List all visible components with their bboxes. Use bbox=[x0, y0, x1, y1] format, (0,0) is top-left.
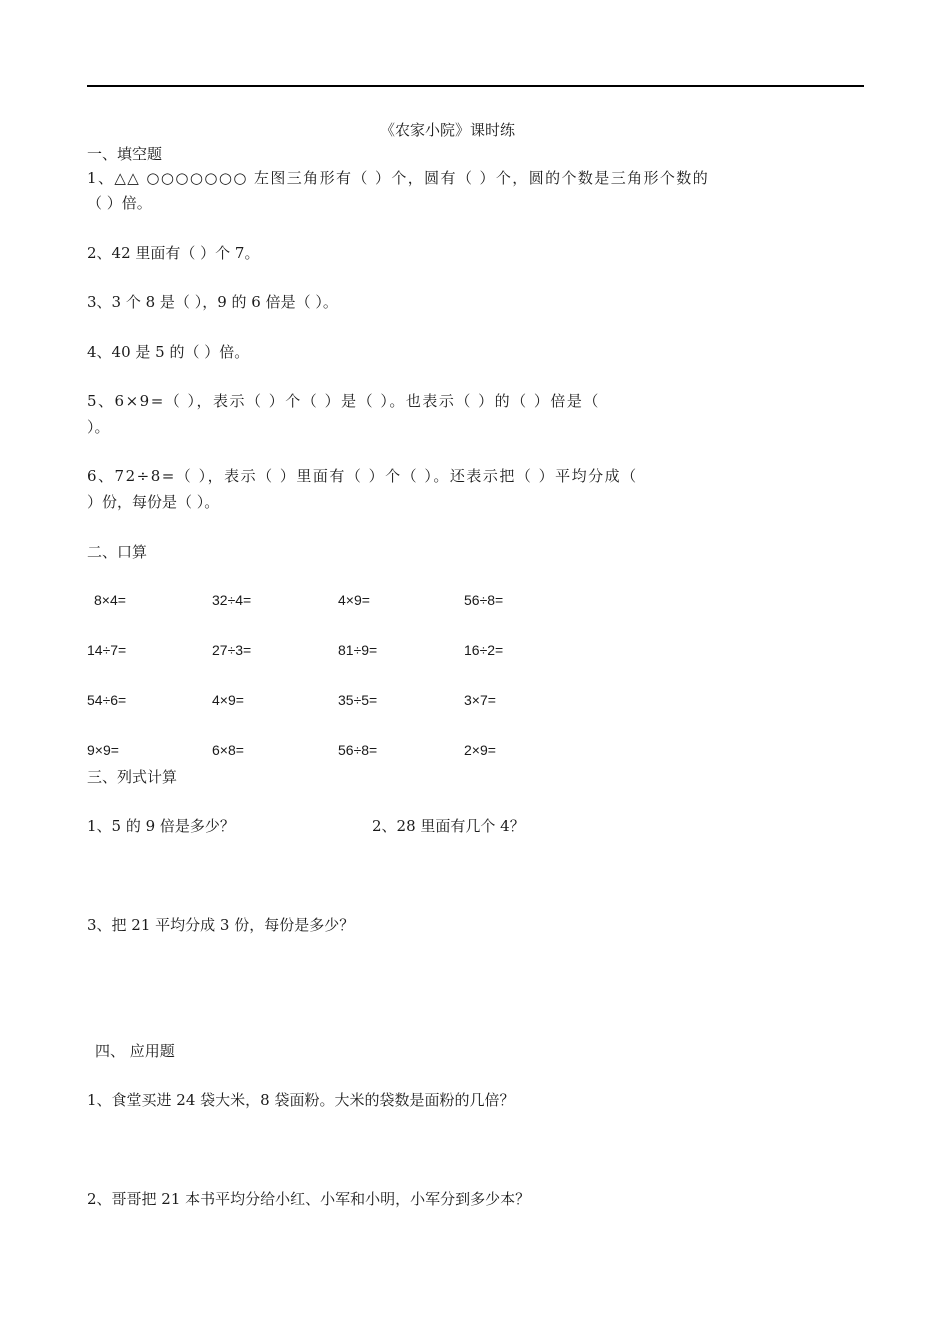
calc-question-1: 1、5 的 9 倍是多少？ bbox=[87, 817, 235, 835]
mental-math-cell: 56÷8= bbox=[464, 592, 504, 608]
question-3: 3、3 个 8 是（ ），9 的 6 倍是（ ）。 bbox=[87, 293, 338, 311]
question-6-line-1: 6、72÷8=（ ），表示（ ）里面有（ ）个（ ）。还表示把（ ）平均分成（ bbox=[87, 467, 638, 485]
mental-math-cell: 6×8= bbox=[212, 742, 244, 758]
mental-math-cell: 4×9= bbox=[212, 692, 244, 708]
word-problem-1: 1、食堂买进 24 袋大米，8 袋面粉。大米的袋数是面粉的几倍？ bbox=[87, 1091, 515, 1109]
section4-heading: 四、 应用题 bbox=[95, 1042, 175, 1060]
section1-heading: 一、填空题 bbox=[87, 145, 163, 163]
question-1-line-2: （ ）倍。 bbox=[87, 194, 152, 212]
question-5-line-1: 5、6×9=（ ），表示（ ）个（ ）是（ ）。也表示（ ）的（ ）倍是（ bbox=[87, 392, 600, 410]
page-title: 《农家小院》课时练 bbox=[380, 121, 516, 139]
section2-heading: 二、口算 bbox=[87, 543, 148, 561]
question-2: 2、42 里面有（ ）个 7。 bbox=[87, 244, 260, 262]
question-1-line-1: 1、△△ ○○○○○○○ 左图三角形有（ ）个，圆有（ ）个，圆的个数是三角形个数的 bbox=[87, 169, 710, 187]
mental-math-cell: 16÷2= bbox=[464, 642, 504, 658]
mental-math-cell: 8×4= bbox=[94, 592, 126, 608]
mental-math-cell: 56÷8= bbox=[338, 742, 378, 758]
section3-heading: 三、列式计算 bbox=[87, 768, 178, 786]
mental-math-cell: 3×7= bbox=[464, 692, 496, 708]
calc-question-3: 3、把 21 平均分成 3 份，每份是多少？ bbox=[87, 916, 355, 934]
mental-math-cell: 32÷4= bbox=[212, 592, 252, 608]
mental-math-cell: 27÷3= bbox=[212, 642, 252, 658]
word-problem-2: 2、哥哥把 21 本书平均分给小红、小军和小明，小军分到多少本？ bbox=[87, 1190, 531, 1208]
question-4: 4、40 是 5 的（ ）倍。 bbox=[87, 343, 250, 361]
mental-math-cell: 2×9= bbox=[464, 742, 496, 758]
mental-math-cell: 4×9= bbox=[338, 592, 370, 608]
mental-math-cell: 9×9= bbox=[87, 742, 119, 758]
header-rule bbox=[87, 85, 864, 87]
mental-math-cell: 35÷5= bbox=[338, 692, 378, 708]
calc-question-2: 2、28 里面有几个 4？ bbox=[372, 817, 525, 835]
mental-math-cell: 14÷7= bbox=[87, 642, 127, 658]
question-6-line-2: ）份，每份是（ ）。 bbox=[87, 493, 220, 511]
question-5-line-2: ）。 bbox=[87, 418, 110, 436]
mental-math-cell: 81÷9= bbox=[338, 642, 378, 658]
mental-math-cell: 54÷6= bbox=[87, 692, 127, 708]
